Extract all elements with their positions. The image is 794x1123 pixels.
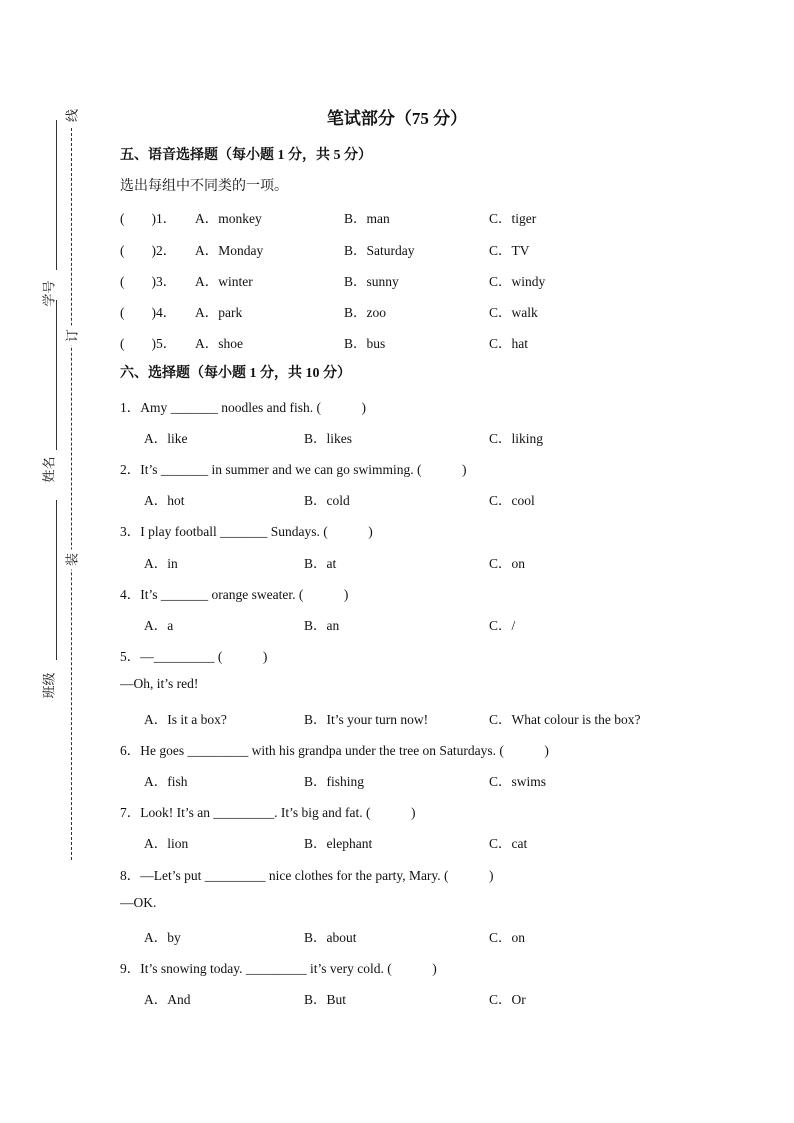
s6-q8-option-a: A．by (144, 930, 181, 945)
page-title: 笔试部分（75 分） (326, 109, 468, 128)
s6-q1-option-c: C．liking (489, 431, 544, 446)
s6-q2-option-b: B．cold (304, 493, 350, 508)
class-label: 班级 (41, 672, 57, 699)
s5-q5-option-a: A．shoe (195, 336, 243, 351)
s6-q9-option-b: B．But (304, 992, 347, 1007)
s6-q2-option-c: C．cool (489, 493, 535, 508)
student-id-label: 学号 (41, 280, 57, 307)
s5-q1-option-c: C．tiger (489, 211, 537, 226)
s5-q2-prefix: ( )2． (120, 243, 177, 258)
binding-label-zhuang: 装 (62, 550, 81, 570)
s5-q4-option-a: A．park (195, 305, 243, 320)
s6-q7-stem: 7．Look! It’s an _________. It’s big and fat. ( ) (120, 805, 416, 820)
s6-q4-option-b: B．an (304, 618, 340, 633)
s5-q1-prefix: ( )1． (120, 211, 177, 226)
s5-q4-prefix: ( )4． (120, 305, 177, 320)
student-id-underline (56, 120, 57, 270)
s6-q8-option-b: B．about (304, 930, 357, 945)
s6-q3-option-c: C．on (489, 556, 526, 571)
s6-q8-option-c: C．on (489, 930, 526, 945)
s6-q9-option-a: A．And (144, 992, 191, 1007)
s5-q3-option-c: C．windy (489, 274, 546, 289)
s6-q9-option-c: C．Or (489, 992, 526, 1007)
s6-q5-stem: 5．—_________ ( ) (120, 649, 268, 664)
s5-q1-option-a: A．monkey (195, 211, 262, 226)
s5-q5-option-c: C．hat (489, 336, 528, 351)
name-underline (56, 300, 57, 450)
s5-q2-option-c: C．TV (489, 243, 530, 258)
binding-label-xian: 线 (62, 106, 81, 126)
s6-q7-option-a: A．lion (144, 836, 189, 851)
s6-q6-option-b: B．fishing (304, 774, 365, 789)
s6-q8-stem: 8．—Let’s put _________ nice clothes for the party, Mary. ( ) (120, 868, 494, 883)
s5-q2-option-a: A．Monday (195, 243, 264, 258)
section5-heading: 五、语音选择题（每小题 1 分，共 5 分） (120, 148, 372, 163)
s6-q3-option-a: A．in (144, 556, 178, 571)
name-label: 姓名 (41, 456, 57, 483)
s6-q6-stem: 6．He goes _________ with his grandpa under the tree on Saturdays. ( ) (120, 743, 549, 758)
binding-dashed-line (71, 128, 72, 860)
s5-q3-option-b: B．sunny (344, 274, 399, 289)
s6-q7-option-b: B．elephant (304, 836, 373, 851)
s6-q2-option-a: A．hot (144, 493, 185, 508)
s6-q5-option-b: B．It’s your turn now! (304, 712, 429, 727)
s6-q7-option-c: C．cat (489, 836, 528, 851)
s6-q1-stem: 1．Amy _______ noodles and fish. ( ) (120, 400, 366, 415)
s6-q1-option-a: A．like (144, 431, 188, 446)
s6-q9-stem: 9．It’s snowing today. _________ it’s very cold. ( ) (120, 961, 437, 976)
section5-instruction: 选出每组中不同类的一项。 (120, 179, 288, 194)
s5-q1-option-b: B．man (344, 211, 390, 226)
s5-q5-option-b: B．bus (344, 336, 386, 351)
s6-q4-stem: 4．It’s _______ orange sweater. ( ) (120, 587, 349, 602)
s6-q1-option-b: B．likes (304, 431, 353, 446)
class-underline (56, 500, 57, 660)
s5-q3-option-a: A．winter (195, 274, 253, 289)
s5-q5-prefix: ( )5． (120, 336, 177, 351)
s5-q4-option-c: C．walk (489, 305, 538, 320)
s6-q8-reply: —OK. (120, 895, 157, 910)
section6-heading: 六、选择题（每小题 1 分，共 10 分） (120, 366, 351, 381)
s6-q3-stem: 3．I play football _______ Sundays. ( ) (120, 524, 373, 539)
s6-q5-option-c: C．What colour is the box? (489, 712, 641, 727)
s6-q6-option-a: A．fish (144, 774, 188, 789)
s6-q3-option-b: B．at (304, 556, 337, 571)
s6-q4-option-a: A．a (144, 618, 174, 633)
s6-q5-option-a: A．Is it a box? (144, 712, 227, 727)
binding-label-ding: 订 (62, 326, 81, 346)
s6-q5-reply: —Oh, it’s red! (120, 676, 199, 691)
s6-q6-option-c: C．swims (489, 774, 547, 789)
s5-q2-option-b: B．Saturday (344, 243, 415, 258)
s5-q4-option-b: B．zoo (344, 305, 386, 320)
s6-q2-stem: 2．It’s _______ in summer and we can go swimming. ( ) (120, 462, 467, 477)
s5-q3-prefix: ( )3． (120, 274, 177, 289)
s6-q4-option-c: C．/ (489, 618, 516, 633)
